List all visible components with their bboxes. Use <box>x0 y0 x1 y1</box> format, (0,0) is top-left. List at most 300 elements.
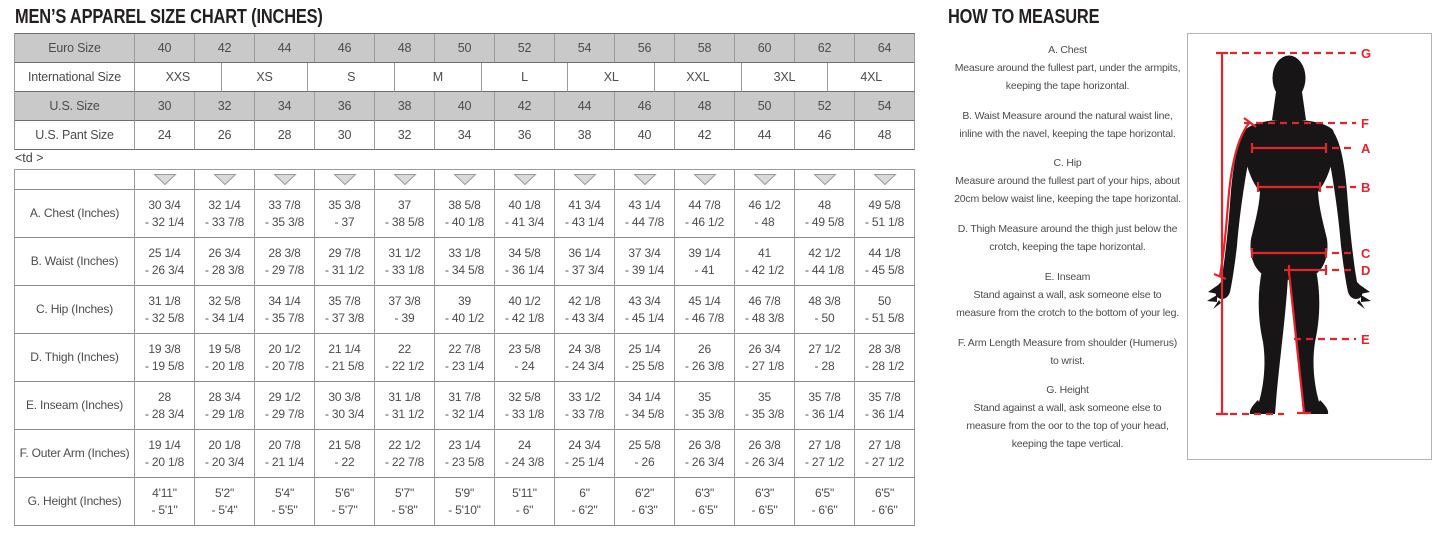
range-end: - 25 1/4 <box>564 454 605 469</box>
range-start: 26 3/8 <box>688 437 721 452</box>
measurement-row <box>15 190 915 238</box>
range-end: - 36 1/4 <box>804 406 845 421</box>
measurement-cell <box>555 478 615 526</box>
instruction-text: Measure around the thigh just below the crotch, keeping the tape horizontal. <box>989 223 1178 253</box>
range-end: - 42 1/2 <box>744 262 785 277</box>
instruction-item <box>948 33 1187 103</box>
range-end: - 48 3/8 <box>744 310 785 325</box>
instruction-heading: F. Arm Length <box>957 336 1023 349</box>
range-start: 32 5/8 <box>208 293 241 308</box>
size-cell: 40 <box>435 92 495 121</box>
measurement-cell <box>135 286 195 334</box>
measurement-label-cell: F. Outer Arm (Inches) <box>15 430 135 478</box>
row-label-cell: U.S. Pant Size <box>15 121 135 150</box>
range-end: - 6'5" <box>751 502 778 517</box>
range-start: 6'3" <box>694 485 715 500</box>
size-cell: 46 <box>315 34 375 63</box>
measurement-cell <box>495 334 555 382</box>
measurement-label-cell: E. Inseam (Inches) <box>15 382 135 430</box>
range-end: - 24 <box>514 358 535 373</box>
measurement-cell <box>735 334 795 382</box>
measurement-cell <box>195 286 255 334</box>
range-start: 5'6" <box>334 485 355 500</box>
range-end: - 35 3/8 <box>684 406 725 421</box>
range-end: - 6" <box>515 502 534 517</box>
range-end: - 40 1/2 <box>444 310 485 325</box>
instruction-heading: A. Chest <box>1048 44 1087 56</box>
column-dropdown[interactable] <box>855 170 915 190</box>
measurement-cell <box>375 430 435 478</box>
column-dropdown[interactable] <box>555 170 615 190</box>
instruction-body <box>953 107 1182 143</box>
measurement-cell <box>795 334 855 382</box>
range-start: 24 3/4 <box>568 437 601 452</box>
range-start: 34 1/4 <box>628 389 661 404</box>
range-end: - 35 3/8 <box>744 406 785 421</box>
male-silhouette <box>1207 56 1371 415</box>
range-end: - 41 3/4 <box>504 214 545 229</box>
range-start: 21 1/4 <box>328 341 361 356</box>
empty-corner-cell <box>15 170 135 190</box>
size-cell: 38 <box>375 92 435 121</box>
range-start: 32 1/4 <box>208 197 241 212</box>
measurement-cell <box>435 430 495 478</box>
instruction-item <box>948 373 1187 460</box>
measurement-cell <box>255 190 315 238</box>
measurement-cell <box>615 286 675 334</box>
range-end: - 5'4" <box>211 502 238 517</box>
column-dropdown[interactable] <box>495 170 555 190</box>
instruction-heading: E. Inseam <box>1044 271 1091 283</box>
instruction-text: Stand against a wall, ask someone else to measure from the oor to the top of your head, keeping the tape vertical. <box>966 401 1169 450</box>
size-cell: XXS <box>135 63 222 92</box>
range-start: 23 1/4 <box>448 437 481 452</box>
conversion-row <box>15 63 915 92</box>
range-start: 25 1/4 <box>148 245 181 260</box>
range-start: 26 <box>698 341 711 356</box>
instruction-text: Stand against a wall, ask someone else to measure from the crotch to the bottom of your leg. <box>956 289 1179 319</box>
instruction-item <box>948 260 1187 330</box>
measurement-cell <box>795 286 855 334</box>
measurement-cell <box>135 238 195 286</box>
column-dropdown[interactable] <box>795 170 855 190</box>
range-start: 35 7/8 <box>868 389 901 404</box>
measurement-cell <box>255 334 315 382</box>
measurement-cell <box>435 238 495 286</box>
diagram-label-f: F <box>1361 116 1369 131</box>
dropdown-arrow-icon <box>813 173 837 186</box>
range-end: - 20 7/8 <box>264 358 305 373</box>
range-end: - 51 1/8 <box>864 214 905 229</box>
range-end: - 34 5/8 <box>444 262 485 277</box>
measurement-cell <box>375 478 435 526</box>
range-start: 27 1/2 <box>808 341 841 356</box>
range-end: - 5'7" <box>331 502 358 517</box>
body-measurement-diagram <box>1187 33 1432 460</box>
size-cell: 42 <box>195 34 255 63</box>
measurement-cell <box>795 238 855 286</box>
size-cell: 54 <box>855 92 915 121</box>
range-end: - 26 <box>634 454 655 469</box>
measurement-cell <box>615 334 675 382</box>
range-start: 24 <box>518 437 531 452</box>
measurement-cell <box>315 190 375 238</box>
measurement-cell <box>315 286 375 334</box>
measurement-row <box>15 430 915 478</box>
range-end: - 42 1/8 <box>504 310 545 325</box>
size-cell: L <box>482 63 569 92</box>
range-start: 29 7/8 <box>328 245 361 260</box>
range-start: 28 3/4 <box>208 389 241 404</box>
measurement-cell <box>555 430 615 478</box>
measurement-cell <box>495 430 555 478</box>
column-dropdown[interactable] <box>615 170 675 190</box>
range-end: - 5'8" <box>391 502 418 517</box>
range-start: 43 1/4 <box>628 197 661 212</box>
measurement-row <box>15 382 915 430</box>
dropdown-arrow-icon <box>273 173 297 186</box>
range-start: 22 <box>398 341 411 356</box>
column-dropdown[interactable] <box>675 170 735 190</box>
conversion-row <box>15 121 915 150</box>
range-end: - 44 1/8 <box>804 262 845 277</box>
measurement-cell <box>435 478 495 526</box>
range-end: - 23 5/8 <box>444 454 485 469</box>
column-dropdown[interactable] <box>435 170 495 190</box>
size-cell: 44 <box>555 92 615 121</box>
measurement-cell <box>555 334 615 382</box>
instruction-text: Measure from shoulder (Humerus) to wrist. <box>1022 336 1178 367</box>
range-start: 44 1/8 <box>868 245 901 260</box>
dropdown-arrow-icon <box>513 173 537 186</box>
range-start: 42 1/2 <box>808 245 841 260</box>
how-to-measure-title: HOW TO MEASURE <box>948 6 1100 28</box>
range-end: - 22 1/2 <box>384 358 425 373</box>
column-dropdown[interactable] <box>735 170 795 190</box>
range-end: - 33 7/8 <box>564 406 605 421</box>
range-end: - 24 3/8 <box>504 454 545 469</box>
measurement-cell <box>435 286 495 334</box>
range-start: 28 3/8 <box>268 245 301 260</box>
size-cell: 54 <box>555 34 615 63</box>
size-cell: 48 <box>675 92 735 121</box>
range-start: 31 1/8 <box>388 389 421 404</box>
conversion-row <box>15 34 915 63</box>
diagram-letter-labels <box>1361 46 1371 347</box>
range-start: 19 1/4 <box>148 437 181 452</box>
instruction-text: Measure around the natural waist line, inline with the navel, keeping the tape horizontal. <box>959 109 1176 140</box>
size-cell: 50 <box>735 92 795 121</box>
range-start: 5'7" <box>394 485 415 500</box>
measurement-cell <box>375 286 435 334</box>
dropdown-arrow-icon <box>393 173 417 186</box>
range-end: - 27 1/8 <box>744 358 785 373</box>
measurement-cell <box>195 334 255 382</box>
range-end: - 34 5/8 <box>624 406 665 421</box>
range-end: - 28 1/2 <box>864 358 905 373</box>
range-end: - 32 1/4 <box>444 406 485 421</box>
column-dropdown[interactable] <box>195 170 255 190</box>
dropdown-arrow-icon <box>693 173 717 186</box>
range-end: - 5'10" <box>448 502 481 517</box>
measurement-cell <box>615 238 675 286</box>
range-start: 37 3/4 <box>628 245 661 260</box>
measurement-table <box>14 169 915 526</box>
range-end: - 25 5/8 <box>624 358 665 373</box>
range-start: 30 3/4 <box>148 197 181 212</box>
measurement-label-cell: G. Height (Inches) <box>15 478 135 526</box>
range-end: - 39 <box>394 310 415 325</box>
range-start: 28 <box>158 389 171 404</box>
size-cell: 38 <box>555 121 615 150</box>
range-end: - 6'3" <box>631 502 658 517</box>
stray-markup-text: <td > <box>15 151 44 165</box>
measurement-cell <box>255 382 315 430</box>
range-end: - 6'5" <box>691 502 718 517</box>
diagram-label-g: G <box>1361 46 1372 61</box>
range-end: - 44 7/8 <box>624 214 665 229</box>
range-start: 44 7/8 <box>688 197 721 212</box>
measurement-cell <box>855 238 915 286</box>
range-end: - 46 7/8 <box>684 310 725 325</box>
size-cell: 50 <box>435 34 495 63</box>
range-start: 39 1/4 <box>688 245 721 260</box>
measurement-cell <box>375 334 435 382</box>
range-start: 28 3/8 <box>868 341 901 356</box>
range-start: 39 <box>458 293 471 308</box>
range-start: 5'2" <box>214 485 235 500</box>
range-end: - 26 3/4 <box>144 262 185 277</box>
measurement-cell <box>615 382 675 430</box>
measurement-cell <box>195 382 255 430</box>
dropdown-arrow-icon <box>753 173 777 186</box>
range-end: - 41 <box>694 262 715 277</box>
measurement-cell <box>375 382 435 430</box>
size-cell: 4XL <box>828 63 915 92</box>
measurement-cell <box>195 478 255 526</box>
range-start: 35 <box>758 389 771 404</box>
size-cell: 46 <box>615 92 675 121</box>
instruction-heading: D. Thigh <box>957 223 999 235</box>
range-start: 34 1/4 <box>268 293 301 308</box>
range-end: - 20 3/4 <box>204 454 245 469</box>
range-end: - 21 1/4 <box>264 454 305 469</box>
range-start: 31 7/8 <box>448 389 481 404</box>
size-cell: 46 <box>795 121 855 150</box>
size-cell: 32 <box>375 121 435 150</box>
measurement-cell <box>195 190 255 238</box>
measurement-cell <box>375 238 435 286</box>
range-start: 31 1/2 <box>388 245 421 260</box>
range-start: 25 1/4 <box>628 341 661 356</box>
measurement-cell <box>315 334 375 382</box>
size-cell: 34 <box>255 92 315 121</box>
size-cell: 64 <box>855 34 915 63</box>
size-cell: 48 <box>375 34 435 63</box>
size-cell: XXL <box>655 63 742 92</box>
range-start: 33 7/8 <box>268 197 301 212</box>
size-cell: 40 <box>615 121 675 150</box>
measurement-cell <box>135 190 195 238</box>
range-start: 30 3/8 <box>328 389 361 404</box>
range-end: - 33 1/8 <box>384 262 425 277</box>
measurement-cell <box>555 238 615 286</box>
size-cell: 36 <box>495 121 555 150</box>
range-start: 41 <box>758 245 771 260</box>
range-end: - 33 7/8 <box>204 214 245 229</box>
range-end: - 26 3/8 <box>684 358 725 373</box>
measurement-cell <box>255 286 315 334</box>
range-start: 50 <box>878 293 891 308</box>
range-start: 43 3/4 <box>628 293 661 308</box>
size-cell: 42 <box>675 121 735 150</box>
size-cell: 40 <box>135 34 195 63</box>
range-end: - 20 1/8 <box>204 358 245 373</box>
range-start: 19 5/8 <box>208 341 241 356</box>
range-start: 23 5/8 <box>508 341 541 356</box>
range-start: 46 7/8 <box>748 293 781 308</box>
measurement-cell <box>615 430 675 478</box>
instruction-text: Measure around the fullest part of your hips, about 20cm below waist line, keeping the tape horizontal. <box>954 175 1181 205</box>
range-end: - 39 1/4 <box>624 262 665 277</box>
range-start: 42 1/8 <box>568 293 601 308</box>
measurement-cell <box>855 478 915 526</box>
size-cell: 48 <box>855 121 915 150</box>
range-end: - 6'2" <box>571 502 598 517</box>
range-end: - 48 <box>754 214 775 229</box>
range-start: 41 3/4 <box>568 197 601 212</box>
range-end: - 37 <box>334 214 355 229</box>
range-end: - 32 1/4 <box>144 214 185 229</box>
range-start: 32 5/8 <box>508 389 541 404</box>
range-end: - 43 1/4 <box>564 214 605 229</box>
range-start: 29 1/2 <box>268 389 301 404</box>
measurement-cell <box>195 430 255 478</box>
measurement-cell <box>435 382 495 430</box>
range-start: 40 1/2 <box>508 293 541 308</box>
diagram-label-d: D <box>1361 263 1371 278</box>
range-start: 4'11" <box>152 485 177 500</box>
measurement-cell <box>555 382 615 430</box>
range-end: - 19 5/8 <box>144 358 185 373</box>
size-cell: 32 <box>195 92 255 121</box>
range-start: 40 1/8 <box>508 197 541 212</box>
measurement-cell <box>555 190 615 238</box>
range-start: 6'5" <box>874 485 895 500</box>
range-end: - 33 1/8 <box>504 406 545 421</box>
measurement-row <box>15 478 915 526</box>
measurement-cell <box>135 382 195 430</box>
range-start: 35 <box>698 389 711 404</box>
measurement-cell <box>135 334 195 382</box>
column-dropdown[interactable] <box>315 170 375 190</box>
range-start: 34 5/8 <box>508 245 541 260</box>
range-start: 35 7/8 <box>328 293 361 308</box>
range-start: 37 <box>398 197 411 212</box>
range-end: - 6'6" <box>811 502 838 517</box>
measurement-cell <box>795 478 855 526</box>
column-dropdown[interactable] <box>135 170 195 190</box>
diagram-label-e: E <box>1361 332 1370 347</box>
instruction-item <box>948 103 1187 146</box>
range-end: - 36 1/4 <box>864 406 905 421</box>
range-end: - 45 5/8 <box>864 262 905 277</box>
range-end: - 29 1/8 <box>204 406 245 421</box>
range-end: - 36 1/4 <box>504 262 545 277</box>
body-diagram-svg <box>1188 34 1431 459</box>
range-end: - 37 3/4 <box>564 262 605 277</box>
instruction-text: Measure around the fullest part, under the armpits, keeping the tape horizontal. <box>954 62 1181 92</box>
measurement-cell <box>255 478 315 526</box>
measurement-cell <box>435 334 495 382</box>
range-start: 25 5/8 <box>628 437 661 452</box>
instruction-heading: C. Hip <box>1053 157 1082 169</box>
range-end: - 29 7/8 <box>264 406 305 421</box>
range-end: - 22 <box>334 454 355 469</box>
measurement-cell <box>855 430 915 478</box>
range-end: - 21 5/8 <box>324 358 365 373</box>
measurement-cell <box>675 190 735 238</box>
dropdown-arrow-icon <box>633 173 657 186</box>
measurement-cell <box>615 190 675 238</box>
range-start: 38 5/8 <box>448 197 481 212</box>
measurement-cell <box>675 478 735 526</box>
range-end: - 29 7/8 <box>264 262 305 277</box>
dropdown-arrow-icon <box>153 173 177 186</box>
size-cell: S <box>308 63 395 92</box>
range-start: 35 3/8 <box>328 197 361 212</box>
instruction-item <box>948 216 1187 260</box>
size-cell: 36 <box>315 92 375 121</box>
range-end: - 28 3/4 <box>144 406 185 421</box>
range-start: 6'2" <box>634 485 655 500</box>
measurement-cell <box>495 286 555 334</box>
range-end: - 26 3/4 <box>684 454 725 469</box>
measurement-cell <box>735 478 795 526</box>
measurement-cell <box>855 382 915 430</box>
measurement-cell <box>315 478 375 526</box>
range-end: - 26 3/4 <box>744 454 785 469</box>
size-cell: 52 <box>795 92 855 121</box>
measurement-label-cell: C. Hip (Inches) <box>15 286 135 334</box>
measurement-cell <box>495 190 555 238</box>
measurement-cell <box>795 430 855 478</box>
measurement-cell <box>795 190 855 238</box>
column-dropdown[interactable] <box>255 170 315 190</box>
size-cell: 44 <box>255 34 315 63</box>
size-cell: 28 <box>255 121 315 150</box>
column-dropdown[interactable] <box>375 170 435 190</box>
page-title: MEN’S APPAREL SIZE CHART (INCHES) <box>15 6 323 28</box>
range-end: - 31 1/2 <box>324 262 365 277</box>
size-cell: 42 <box>495 92 555 121</box>
range-end: - 34 1/4 <box>204 310 245 325</box>
measurement-cell <box>315 430 375 478</box>
range-start: 31 1/8 <box>148 293 181 308</box>
conversion-row <box>15 92 915 121</box>
size-cell: M <box>395 63 482 92</box>
size-cell: 3XL <box>742 63 829 92</box>
size-cell: XS <box>222 63 309 92</box>
measurement-label-cell: A. Chest (Inches) <box>15 190 135 238</box>
measurement-cell <box>315 382 375 430</box>
range-start: 21 5/8 <box>328 437 361 452</box>
dropdown-arrow-icon <box>333 173 357 186</box>
measurement-row <box>15 334 915 382</box>
size-cell: 62 <box>795 34 855 63</box>
range-end: - 46 1/2 <box>684 214 725 229</box>
measurement-cell <box>615 478 675 526</box>
